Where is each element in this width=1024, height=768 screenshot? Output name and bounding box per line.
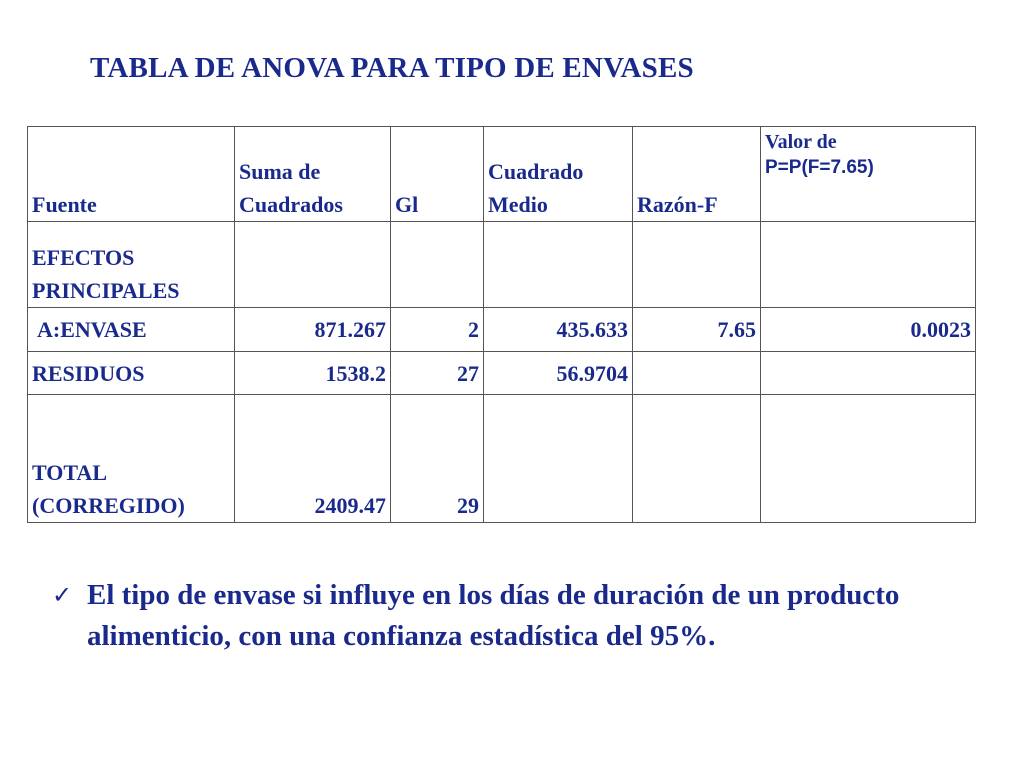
table-row — [28, 352, 976, 395]
cell-empty — [761, 395, 976, 523]
cell-empty — [235, 222, 391, 308]
cell-empty — [761, 222, 976, 308]
cell-fuente: A:ENVASE — [28, 308, 235, 352]
cell-gl: 29 — [391, 395, 484, 523]
table-row — [28, 222, 976, 308]
cell-cuadrado: 435.633 — [484, 308, 633, 352]
table-header-row — [28, 127, 976, 222]
cell-fuente: RESIDUOS — [28, 352, 235, 395]
cell-empty — [391, 222, 484, 308]
cell-gl: 27 — [391, 352, 484, 395]
cell-empty — [484, 222, 633, 308]
cell-fuente — [28, 395, 235, 523]
cell-empty — [633, 222, 761, 308]
header-gl: Gl — [391, 127, 484, 222]
header-p-value — [761, 127, 976, 222]
cell-empty — [761, 352, 976, 395]
cell-empty — [633, 352, 761, 395]
cell-fuente: EFECTOS PRINCIPALES — [28, 222, 235, 308]
anova-table — [27, 126, 976, 523]
cell-suma: 2409.47 — [235, 395, 391, 523]
cell-cuadrado: 56.9704 — [484, 352, 633, 395]
header-cuadrado: Cuadrado Medio — [484, 127, 633, 222]
cell-suma: 1538.2 — [235, 352, 391, 395]
header-p-formula: P=P(F=7.65) — [765, 157, 874, 178]
conclusion-text: El tipo de envase si influye en los días de duración de un producto alimenticio, con una confianza estadística del 95%. — [87, 579, 900, 652]
table-row — [28, 308, 976, 352]
header-p-label: Valor de — [765, 131, 837, 153]
cell-razon: 7.65 — [633, 308, 761, 352]
cell-empty — [484, 395, 633, 523]
page-title: TABLA DE ANOVA PARA TIPO DE ENVASES — [90, 52, 694, 84]
table-row — [28, 395, 976, 523]
header-suma: Suma de Cuadrados — [235, 127, 391, 222]
header-razon: Razón-F — [633, 127, 761, 222]
cell-empty — [633, 395, 761, 523]
cell-gl: 2 — [391, 308, 484, 352]
cell-fuente-line: (CORREGIDO) — [32, 493, 185, 518]
checkmark-icon: ✓ — [52, 581, 73, 609]
header-fuente: Fuente — [28, 127, 235, 222]
cell-suma: 871.267 — [235, 308, 391, 352]
cell-fuente-line: TOTAL — [32, 460, 107, 485]
cell-p-value: 0.0023 — [761, 308, 976, 352]
